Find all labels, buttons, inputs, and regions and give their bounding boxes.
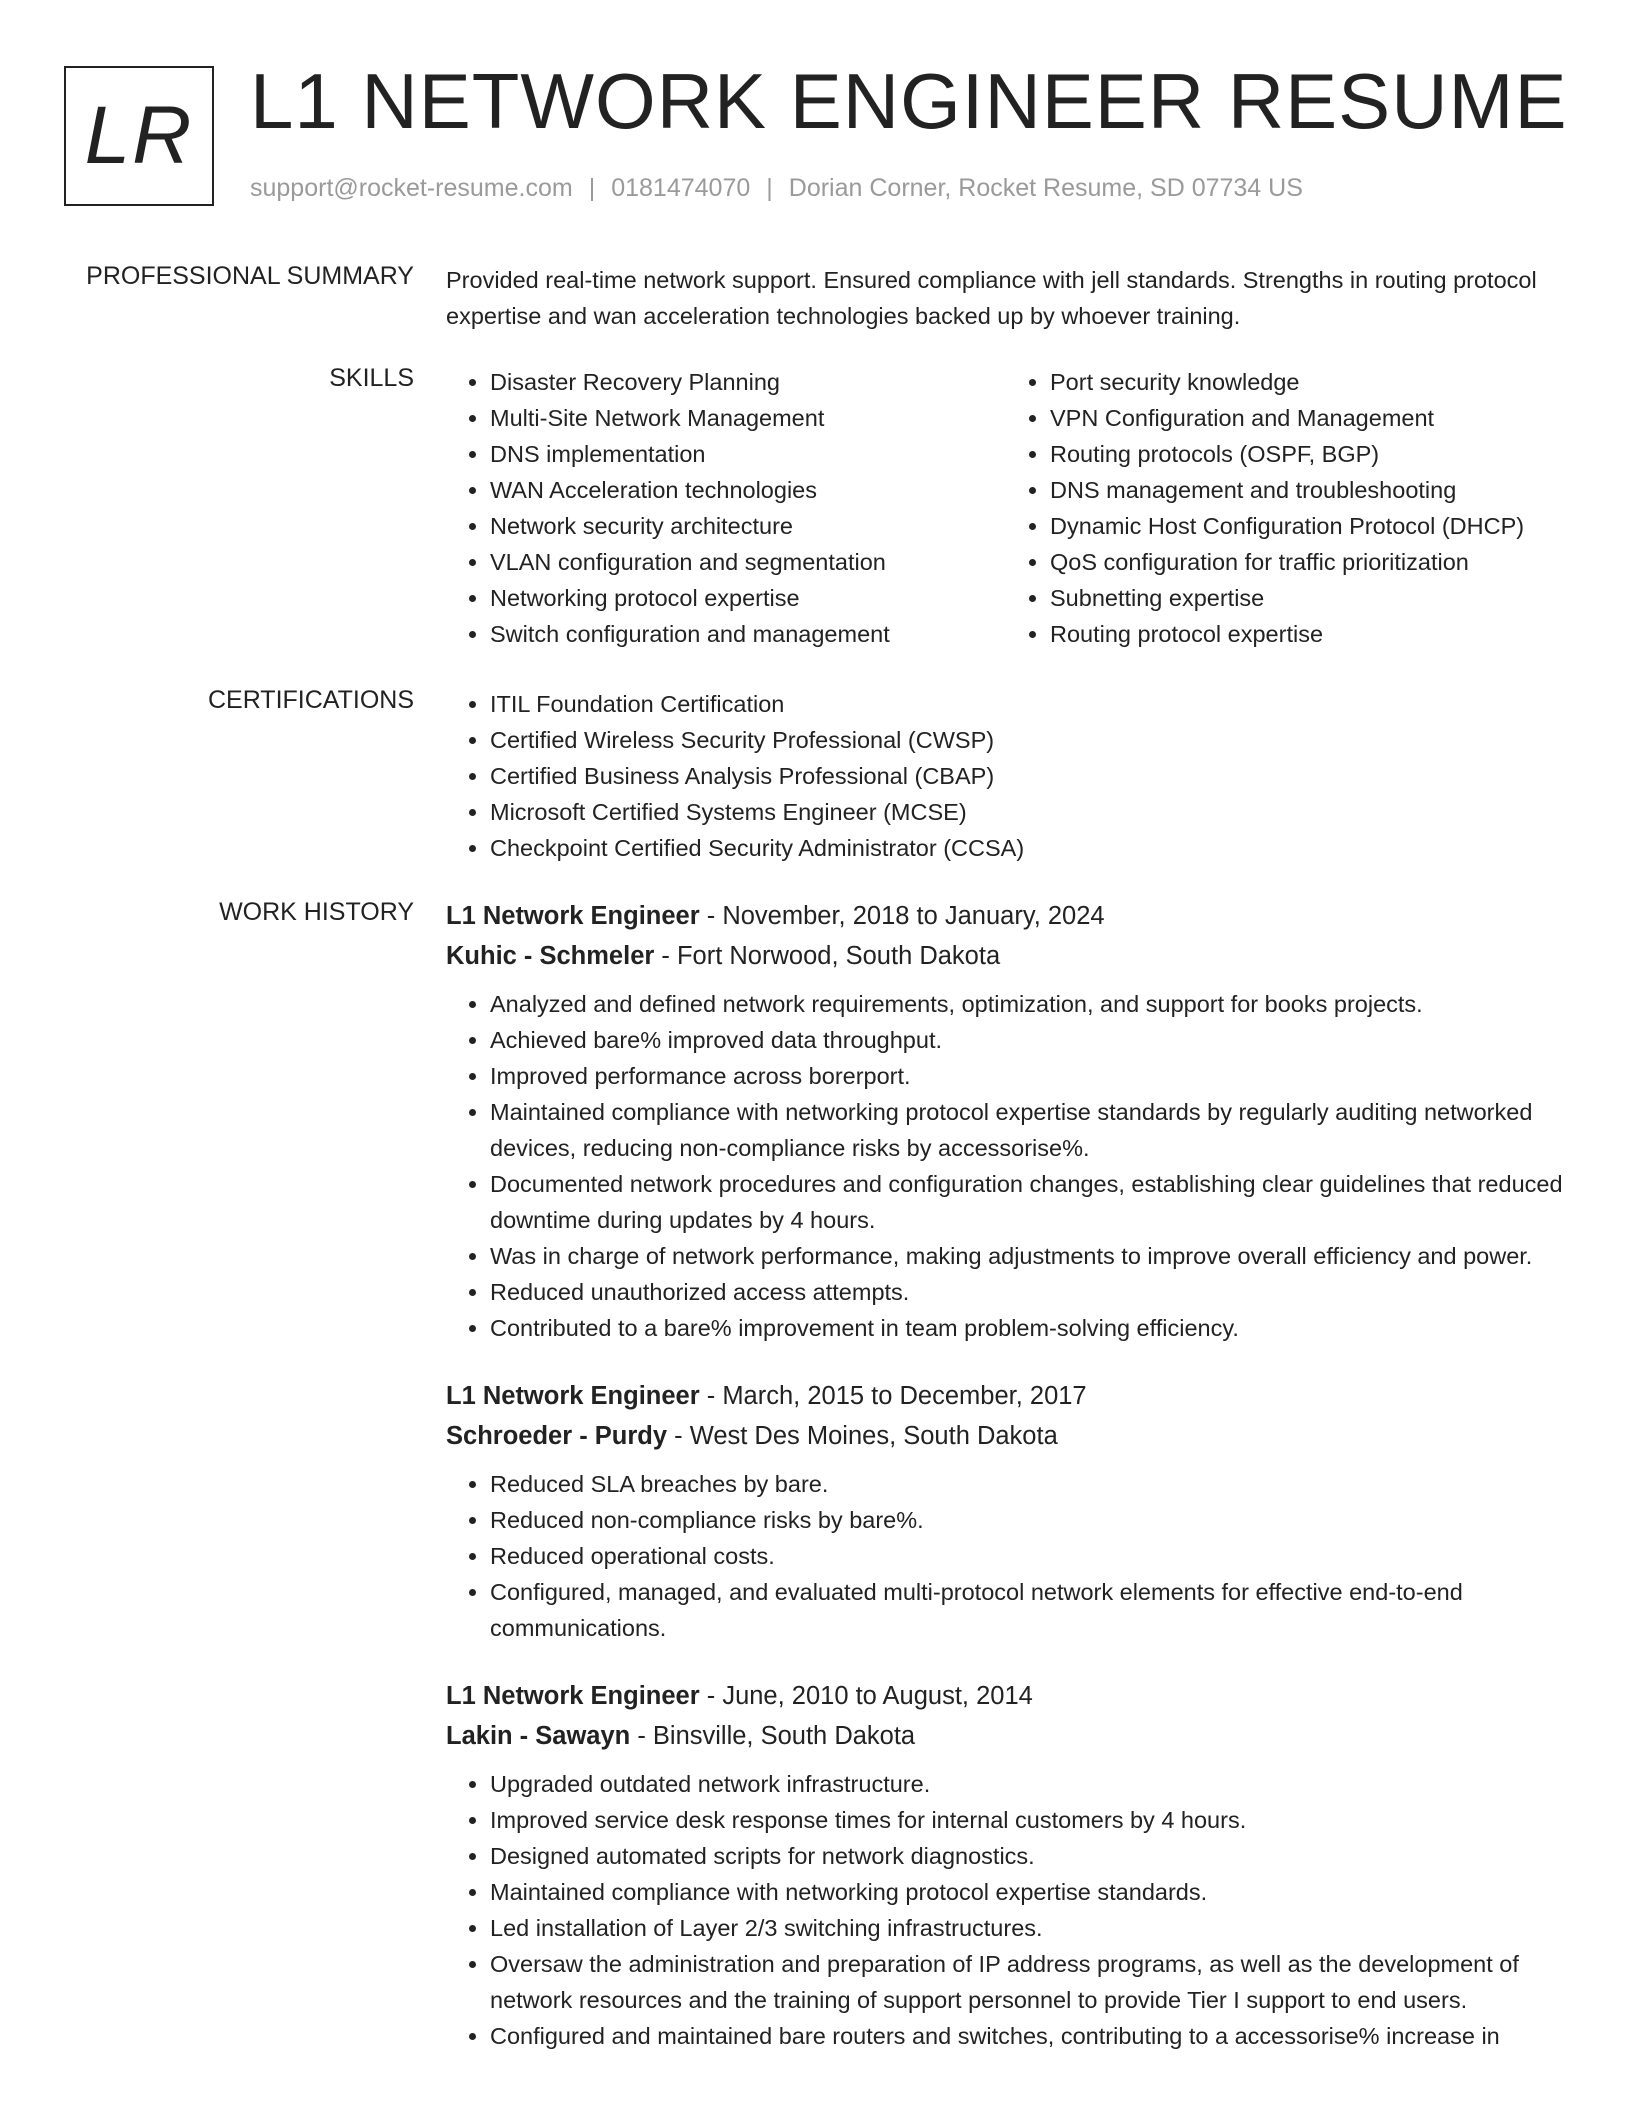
- list-item: • Certified Wireless Security Professional (CWSP): [490, 722, 1566, 758]
- list-item: • Improved service desk response times for internal customers by 4 hours.: [490, 1802, 1566, 1838]
- job-title-line: [446, 1676, 1566, 1716]
- work-history-list: [446, 896, 1566, 2084]
- job-title-line: [446, 896, 1566, 936]
- list-item: • Maintained compliance with networking protocol expertise standards.: [490, 1874, 1566, 1910]
- list-item: • Led installation of Layer 2/3 switching infrastructures.: [490, 1910, 1566, 1946]
- list-item: • ITIL Foundation Certification: [490, 686, 1566, 722]
- skills-column-1: [446, 364, 1006, 652]
- certifications-items: [446, 686, 1566, 866]
- job-location: - Binsville, South Dakota: [630, 1722, 916, 1750]
- job-bullets: [446, 986, 1566, 1346]
- resume-title: L1 NETWORK ENGINEER RESUME: [250, 57, 1568, 145]
- list-item: • VLAN configuration and segmentation: [490, 544, 1006, 580]
- list-item: • Designed automated scripts for network diagnostics.: [490, 1838, 1566, 1874]
- job-dates: - November, 2018 to January, 2024: [699, 902, 1105, 930]
- job-company: Lakin - Sawayn: [446, 1722, 631, 1750]
- list-item: • Improved performance across borerport.: [490, 1058, 1566, 1094]
- list-item: • Multi-Site Network Management: [490, 400, 1006, 436]
- job-entry: [446, 896, 1566, 1346]
- list-item: • Dynamic Host Configuration Protocol (DHCP): [1050, 508, 1566, 544]
- list-item: • Analyzed and defined network requirements, optimization, and support for books projects.: [490, 986, 1566, 1022]
- list-item: • Oversaw the administration and preparation of IP address programs, as well as the development of network resources and the training of support personnel to provide Tier I support to end users.: [490, 1946, 1566, 2018]
- summary-label: PROFESSIONAL SUMMARY: [86, 262, 414, 290]
- summary-text: Provided real-time network support. Ensured compliance with jell standards. Strengths in routing protocol expertise and wan acceleration technologies backed up by whoever training.: [446, 267, 1537, 329]
- job-dates: - June, 2010 to August, 2014: [699, 1682, 1033, 1710]
- list-item: • Reduced operational costs.: [490, 1538, 1566, 1574]
- job-entry: [446, 1376, 1566, 1646]
- contact-email: support@rocket-resume.com: [250, 174, 573, 202]
- list-item: • Subnetting expertise: [1050, 580, 1566, 616]
- list-item: • Upgraded outdated network infrastructure.: [490, 1766, 1566, 1802]
- list-item: • Contributed to a bare% improvement in team problem-solving efficiency.: [490, 1310, 1566, 1346]
- skills-column-2: [1006, 364, 1566, 652]
- certifications-label: CERTIFICATIONS: [207, 686, 414, 714]
- job-entry: [446, 1676, 1566, 2054]
- contact-separator: |: [766, 174, 773, 202]
- job-company: Kuhic - Schmeler: [446, 942, 655, 970]
- list-item: • Certified Business Analysis Professional (CBAP): [490, 758, 1566, 794]
- monogram-text: LR: [84, 90, 194, 181]
- job-bullets: [446, 1766, 1566, 2054]
- job-company-line: [446, 936, 1566, 976]
- list-item: • Port security knowledge: [1050, 364, 1566, 400]
- skills-label: SKILLS: [329, 364, 414, 392]
- list-item: • Documented network procedures and configuration changes, establishing clear guidelines that reduced downtime during updates by 4 hours.: [490, 1166, 1566, 1238]
- list-item: • DNS management and troubleshooting: [1050, 472, 1566, 508]
- work-history-label: WORK HISTORY: [219, 898, 414, 926]
- list-item: • Was in charge of network performance, making adjustments to improve overall efficiency and power.: [490, 1238, 1566, 1274]
- job-title-line: [446, 1376, 1566, 1416]
- job-title: L1 Network Engineer: [446, 1382, 700, 1410]
- job-title: L1 Network Engineer: [446, 1682, 700, 1710]
- list-item: • Achieved bare% improved data throughput.: [490, 1022, 1566, 1058]
- list-item: • Networking protocol expertise: [490, 580, 1006, 616]
- list-item: • QoS configuration for traffic prioritization: [1050, 544, 1566, 580]
- list-item: • Routing protocols (OSPF, BGP): [1050, 436, 1566, 472]
- contact-address: Dorian Corner, Rocket Resume, SD 07734 US: [788, 174, 1303, 202]
- job-company-line: [446, 1416, 1566, 1456]
- contact-phone: 0181474070: [611, 174, 751, 202]
- list-item: • Microsoft Certified Systems Engineer (MCSE): [490, 794, 1566, 830]
- monogram-logo: [64, 66, 214, 206]
- list-item: • WAN Acceleration technologies: [490, 472, 1006, 508]
- job-title: L1 Network Engineer: [446, 902, 700, 930]
- job-location: - West Des Moines, South Dakota: [667, 1422, 1058, 1450]
- list-item: • Switch configuration and management: [490, 616, 1006, 652]
- certifications-list: [446, 686, 1566, 866]
- list-item: • Network security architecture: [490, 508, 1006, 544]
- skills-list: [446, 364, 1566, 652]
- list-item: • Maintained compliance with networking protocol expertise standards by regularly auditing networked devices, reducing non-compliance risks by accessorise%.: [490, 1094, 1566, 1166]
- job-bullets: [446, 1466, 1566, 1646]
- list-item: • Configured, managed, and evaluated multi-protocol network elements for effective end-to-end communications.: [490, 1574, 1566, 1646]
- job-dates: - March, 2015 to December, 2017: [699, 1382, 1087, 1410]
- job-location: - Fort Norwood, South Dakota: [654, 942, 1001, 970]
- contact-separator: |: [588, 174, 596, 202]
- list-item: • Routing protocol expertise: [1050, 616, 1566, 652]
- job-company-line: [446, 1716, 1566, 1756]
- contact-line: [250, 174, 1303, 203]
- list-item: • Disaster Recovery Planning: [490, 364, 1006, 400]
- list-item: • Reduced SLA breaches by bare.: [490, 1466, 1566, 1502]
- list-item: • Reduced non-compliance risks by bare%.: [490, 1502, 1566, 1538]
- list-item: • VPN Configuration and Management: [1050, 400, 1566, 436]
- list-item: • Reduced unauthorized access attempts.: [490, 1274, 1566, 1310]
- list-item: • Checkpoint Certified Security Administrator (CCSA): [490, 830, 1566, 866]
- list-item: • Configured and maintained bare routers and switches, contributing to a accessorise% increase in: [490, 2018, 1566, 2054]
- job-company: Schroeder - Purdy: [446, 1422, 668, 1450]
- list-item: • DNS implementation: [490, 436, 1006, 472]
